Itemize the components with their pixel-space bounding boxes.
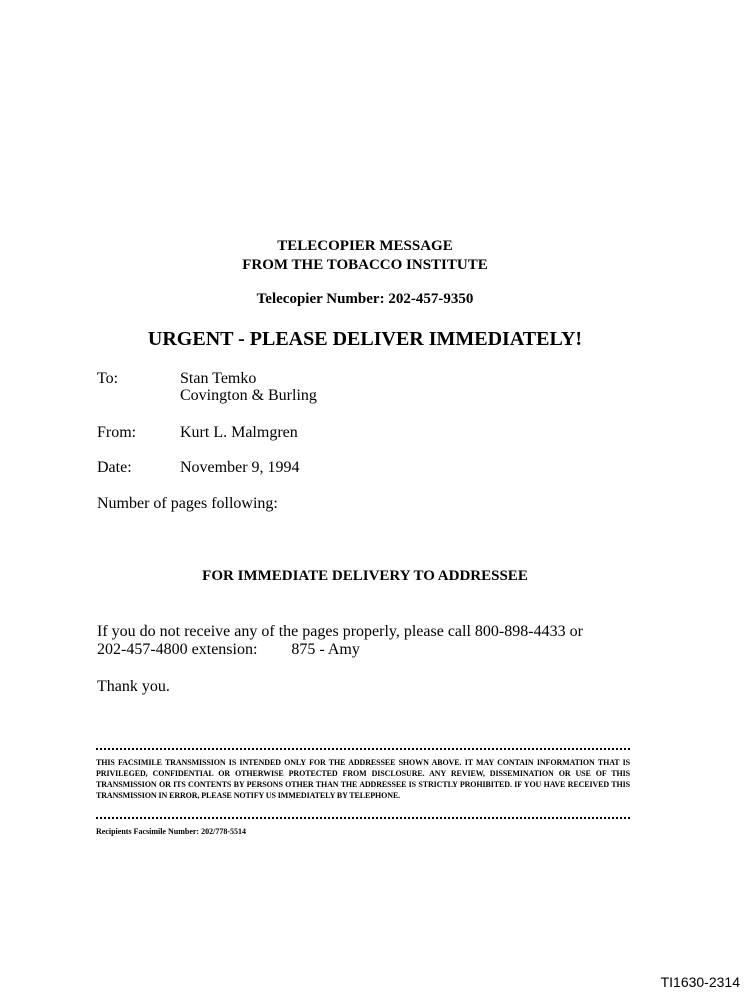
dotted-divider-top [96, 748, 630, 750]
to-organization: Covington & Burling [180, 387, 317, 404]
dotted-divider-bottom [96, 817, 630, 819]
date-label: Date: [97, 459, 132, 476]
delivery-heading: FOR IMMEDIATE DELIVERY TO ADDRESSEE [202, 568, 528, 584]
from-label: From: [97, 424, 137, 441]
extension-label: 202-457-4800 extension: [97, 641, 258, 658]
to-label: To: [97, 370, 119, 387]
urgent-banner: URGENT - PLEASE DELIVER IMMEDIATELY! [147, 328, 583, 350]
telecopier-number: 202-457-9350 [388, 291, 474, 307]
extension-value: 875 - Amy [291, 641, 360, 658]
date-value: November 9, 1994 [180, 459, 300, 476]
confidentiality-disclaimer: THIS FACSIMILE TRANSMISSION IS INTENDED ONLY FOR THE ADDRESSEE SHOWN ABOVE. IT MAY CONTAIN INFORMATION THAT IS PRIVILEGED, CONFIDENTIAL OR OTHERWISE PROTECTED FROM DISCLOSURE. ANY REVIEW, DISSEMINATION OR USE OF THIS TRANSMISSION OR ITS CONTENTS BY PERSONS OTHER THAN THE ADDRESSEE IS STRICTLY PROHIBITED. IF YOU HAVE RECEIVED THIS TRANSMISSION IN ERROR, PLEASE NOTIFY US IMMEDIATELY BY TELEPHONE. [96, 758, 630, 800]
telecopier-number-line [0, 290, 730, 309]
message-line2 [97, 640, 360, 659]
pages-following-label: Number of pages following: [97, 495, 278, 512]
recipients-fax-number: Recipients Facsimile Number: 202/778-5514 [96, 827, 246, 836]
message-line1: If you do not receive any of the pages properly, please call 800-898-4433 or [97, 623, 583, 640]
header-title-line2: FROM THE TOBACCO INSTITUTE [242, 257, 488, 273]
to-name: Stan Temko [180, 370, 257, 387]
thank-you: Thank you. [97, 678, 170, 695]
telecopier-label: Telecopier Number: [256, 291, 385, 307]
document-id: TI1630-2314 [660, 974, 740, 990]
header-title-line1: TELECOPIER MESSAGE [277, 238, 453, 254]
from-name: Kurt L. Malmgren [180, 424, 298, 441]
